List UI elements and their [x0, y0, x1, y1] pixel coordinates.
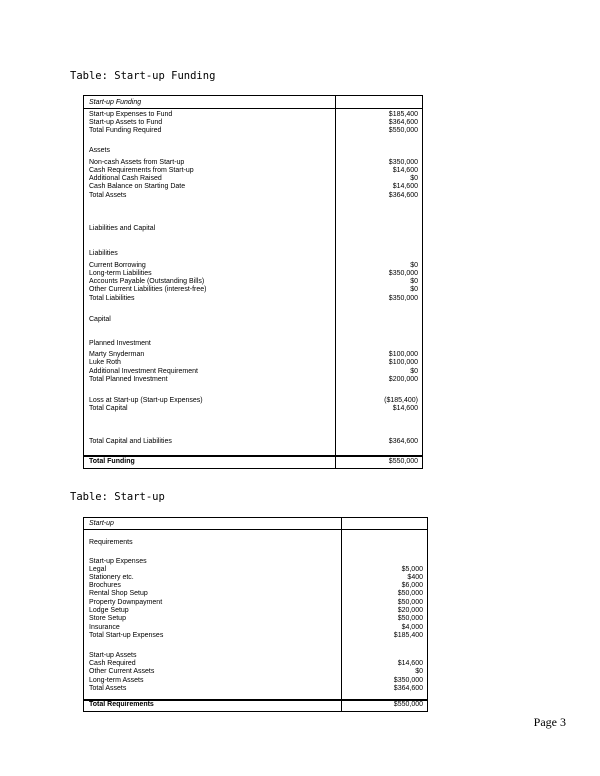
- table-row: Long-term Liabilities $350,000: [89, 270, 418, 277]
- table-row: Accounts Payable (Outstanding Bills) $0: [89, 278, 418, 285]
- section-heading: Start-up Assets: [89, 652, 137, 659]
- page-number: Page 3: [533, 715, 566, 729]
- table-row: Luke Roth $100,000: [89, 359, 418, 366]
- table-row: Current Borrowing $0: [89, 262, 418, 269]
- total-funding-label: Total Funding: [89, 458, 135, 465]
- table-row: Total Assets $364,600: [89, 685, 423, 692]
- startup-funding-table: [83, 95, 423, 469]
- table-row: Total Funding Required $550,000: [89, 127, 418, 134]
- table-row: Total Liabilities $350,000: [89, 295, 418, 302]
- table-row: Property Downpayment $50,000: [89, 599, 423, 606]
- section-heading: Assets: [89, 147, 111, 154]
- table-header-title: Start-up: [89, 520, 114, 527]
- table-row: Brochures $6,000: [89, 582, 423, 589]
- table-row: Long-term Assets $350,000: [89, 677, 423, 684]
- table-row: Lodge Setup $20,000: [89, 607, 423, 614]
- table-row: Marty Snyderman $100,000: [89, 351, 418, 358]
- total-requirements-value: $550,000: [393, 701, 423, 708]
- table-header: [84, 96, 422, 109]
- table-row: Rental Shop Setup $50,000: [89, 590, 423, 597]
- table-row: Cash Required $14,600: [89, 660, 423, 667]
- table-row: Other Current Liabilities (interest-free) $0: [89, 286, 418, 293]
- table-row: Legal $5,000: [89, 566, 423, 573]
- startup-table-caption: Table: Start-up: [70, 491, 165, 503]
- section-heading: Start-up Expenses: [89, 558, 147, 565]
- funding-table-caption: Table: Start-up Funding: [70, 70, 216, 82]
- table-row: Total Capital $14,600: [89, 405, 418, 412]
- table-row: Additional Investment Requirement $0: [89, 368, 418, 375]
- startup-table: [83, 517, 428, 712]
- table-row: Store Setup $50,000: [89, 615, 423, 622]
- table-row: Non-cash Assets from Start-up $350,000: [89, 159, 418, 166]
- table-total-row: [84, 699, 427, 711]
- table-row: Total Assets $364,600: [89, 192, 418, 199]
- table-row: Total Planned Investment $200,000: [89, 376, 418, 383]
- total-funding-value: $550,000: [388, 458, 418, 465]
- table-row: Stationery etc. $400: [89, 574, 423, 581]
- table-header: [84, 518, 427, 530]
- table-row: Additional Cash Raised $0: [89, 175, 418, 182]
- table-row: Total Start-up Expenses $185,400: [89, 632, 423, 639]
- section-heading: Liabilities: [89, 250, 118, 257]
- table-header-title: Start-up Funding: [89, 99, 142, 106]
- table-row: Cash Balance on Starting Date $14,600: [89, 183, 418, 190]
- section-heading: Liabilities and Capital: [89, 225, 156, 232]
- total-requirements-label: Total Requirements: [89, 701, 154, 708]
- table-row: Insurance $4,000: [89, 624, 423, 631]
- table-row: Total Capital and Liabilities $364,600: [89, 438, 418, 445]
- table-row: Other Current Assets $0: [89, 668, 423, 675]
- table-row: Start-up Assets to Fund $364,600: [89, 119, 418, 126]
- section-heading: Capital: [89, 316, 111, 323]
- section-heading: Requirements: [89, 539, 133, 546]
- table-row: Loss at Start-up (Start-up Expenses) ($185,400): [89, 397, 418, 404]
- table-total-row: [84, 455, 422, 468]
- table-row: Cash Requirements from Start-up $14,600: [89, 167, 418, 174]
- section-heading: Planned Investment: [89, 340, 151, 347]
- table-row: Start-up Expenses to Fund $185,400: [89, 111, 418, 118]
